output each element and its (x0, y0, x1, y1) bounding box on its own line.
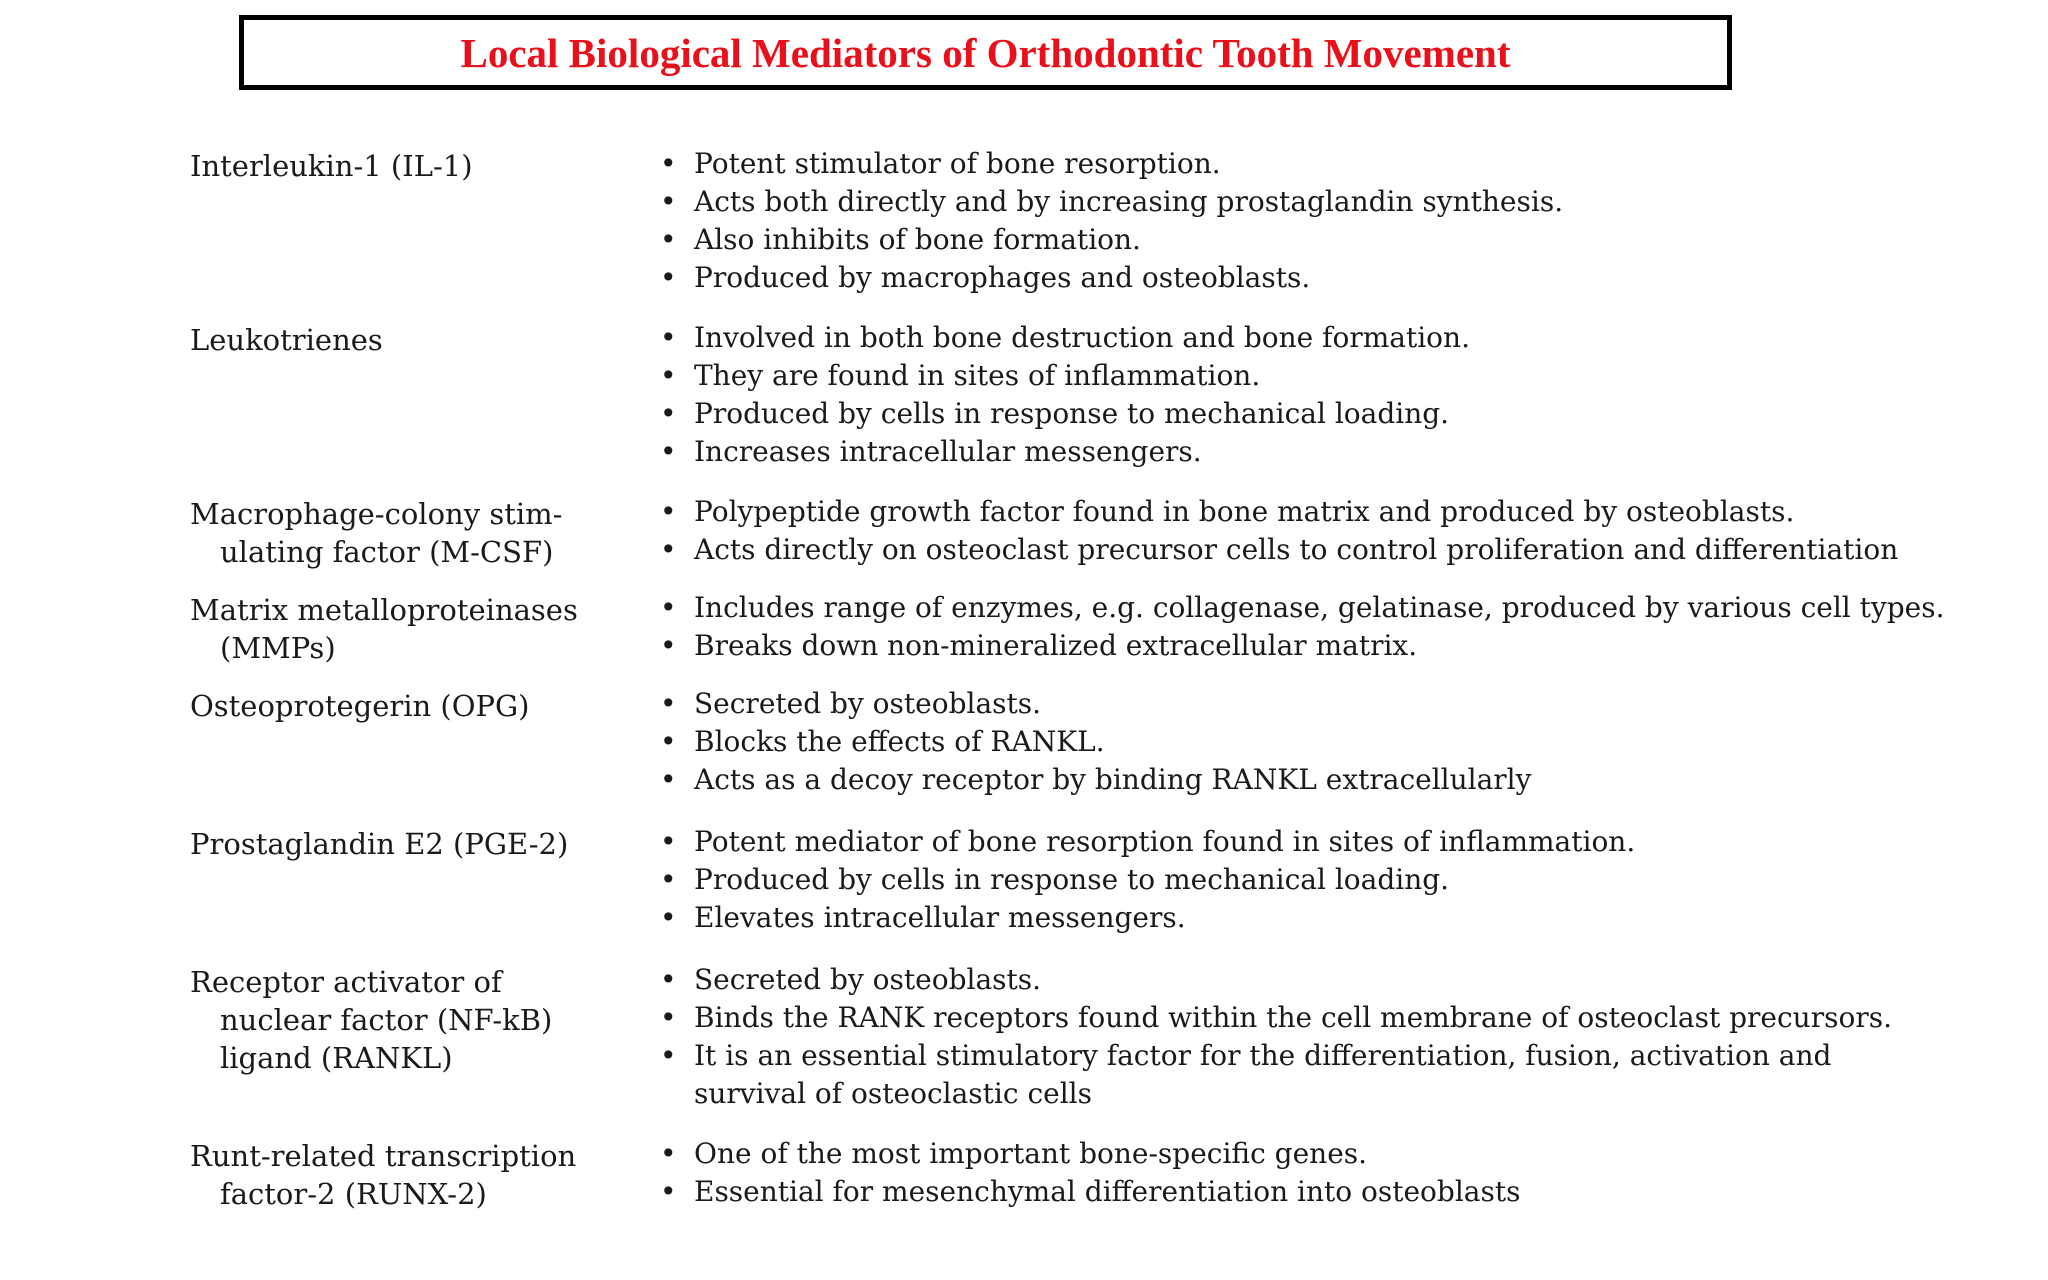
mediator-name-line: Matrix metalloproteinases (190, 593, 578, 627)
mediator-name-line: (MMPs) (220, 631, 336, 665)
table-row (190, 319, 1950, 479)
mediator-name-line: ligand (RANKL) (220, 1041, 453, 1075)
mediator-points (660, 685, 1950, 809)
mediator-name-line: Runt-related transcription (190, 1139, 577, 1173)
list-item: • One of the most important bone-specific genes. (660, 1135, 1950, 1173)
mediator-name (190, 685, 660, 809)
mediator-name-line: Receptor activator of (190, 965, 502, 999)
mediator-name-line: Prostaglandin E2 (PGE-2) (190, 827, 569, 861)
list-item: • Involved in both bone destruction and bone formation. (660, 319, 1950, 357)
table-row (190, 589, 1950, 671)
list-item: • Blocks the effects of RANKL. (660, 723, 1950, 761)
list-item: • Potent stimulator of bone resorption. (660, 145, 1950, 183)
list-item: • Secreted by osteoblasts. (660, 685, 1950, 723)
mediator-name (190, 961, 660, 1121)
mediator-name-line: factor-2 (RUNX-2) (220, 1177, 487, 1211)
list-item: • Increases intracellular messengers. (660, 433, 1950, 471)
list-item: • Acts as a decoy receptor by binding RANKL extracellularly (660, 761, 1950, 799)
mediators-table (190, 145, 1950, 1231)
mediator-points (660, 319, 1950, 479)
mediator-name (190, 823, 660, 947)
list-item: • They are found in sites of inflammation. (660, 357, 1950, 395)
mediator-points (660, 823, 1950, 947)
list-item: • Acts both directly and by increasing prostaglandin synthesis. (660, 183, 1950, 221)
list-item: • It is an essential stimulatory factor for the differentiation, fusion, activation and survival of osteoclastic cells (660, 1037, 1950, 1113)
list-item: • Essential for mesenchymal differentiation into osteoblasts (660, 1173, 1950, 1211)
mediator-name (190, 145, 660, 305)
list-item: • Potent mediator of bone resorption found in sites of inflammation. (660, 823, 1950, 861)
table-row (190, 961, 1950, 1121)
list-item: • Elevates intracellular messengers. (660, 899, 1950, 937)
mediator-name-line: nuclear factor (NF-kB) (220, 1003, 553, 1037)
mediator-name (190, 493, 660, 575)
mediator-name-line: Macrophage-colony stim- (190, 497, 563, 531)
mediator-points (660, 145, 1950, 305)
mediator-points (660, 961, 1950, 1121)
list-item: • Secreted by osteoblasts. (660, 961, 1950, 999)
list-item: • Polypeptide growth factor found in bone matrix and produced by osteoblasts. (660, 493, 1950, 531)
mediator-name-line: Leukotrienes (190, 323, 383, 357)
table-row (190, 1135, 1950, 1217)
mediator-name-line: Interleukin-1 (IL-1) (190, 149, 473, 183)
list-item: • Binds the RANK receptors found within the cell membrane of osteoclast precursors. (660, 999, 1950, 1037)
list-item: • Acts directly on osteoclast precursor cells to control proliferation and differentiation (660, 531, 1950, 569)
list-item: • Includes range of enzymes, e.g. collagenase, gelatinase, produced by various cell types. (660, 589, 1950, 627)
table-row (190, 145, 1950, 305)
list-item: • Also inhibits of bone formation. (660, 221, 1950, 259)
mediator-points (660, 589, 1950, 671)
list-item: • Produced by cells in response to mechanical loading. (660, 861, 1950, 899)
list-item: • Produced by cells in response to mechanical loading. (660, 395, 1950, 433)
table-row (190, 823, 1950, 947)
table-row (190, 685, 1950, 809)
mediator-name (190, 1135, 660, 1217)
mediator-name-line: Osteoprotegerin (OPG) (190, 689, 530, 723)
list-item: • Produced by macrophages and osteoblasts. (660, 259, 1950, 297)
mediator-points (660, 1135, 1950, 1217)
list-item: • Breaks down non-mineralized extracellular matrix. (660, 627, 1950, 665)
mediator-points (660, 493, 1950, 575)
mediator-name (190, 589, 660, 671)
page-title: Local Biological Mediators of Orthodontic Tooth Movement (460, 29, 1511, 76)
mediator-name (190, 319, 660, 479)
table-row (190, 493, 1950, 575)
title-box (239, 15, 1732, 90)
mediator-name-line: ulating factor (M-CSF) (220, 535, 554, 569)
